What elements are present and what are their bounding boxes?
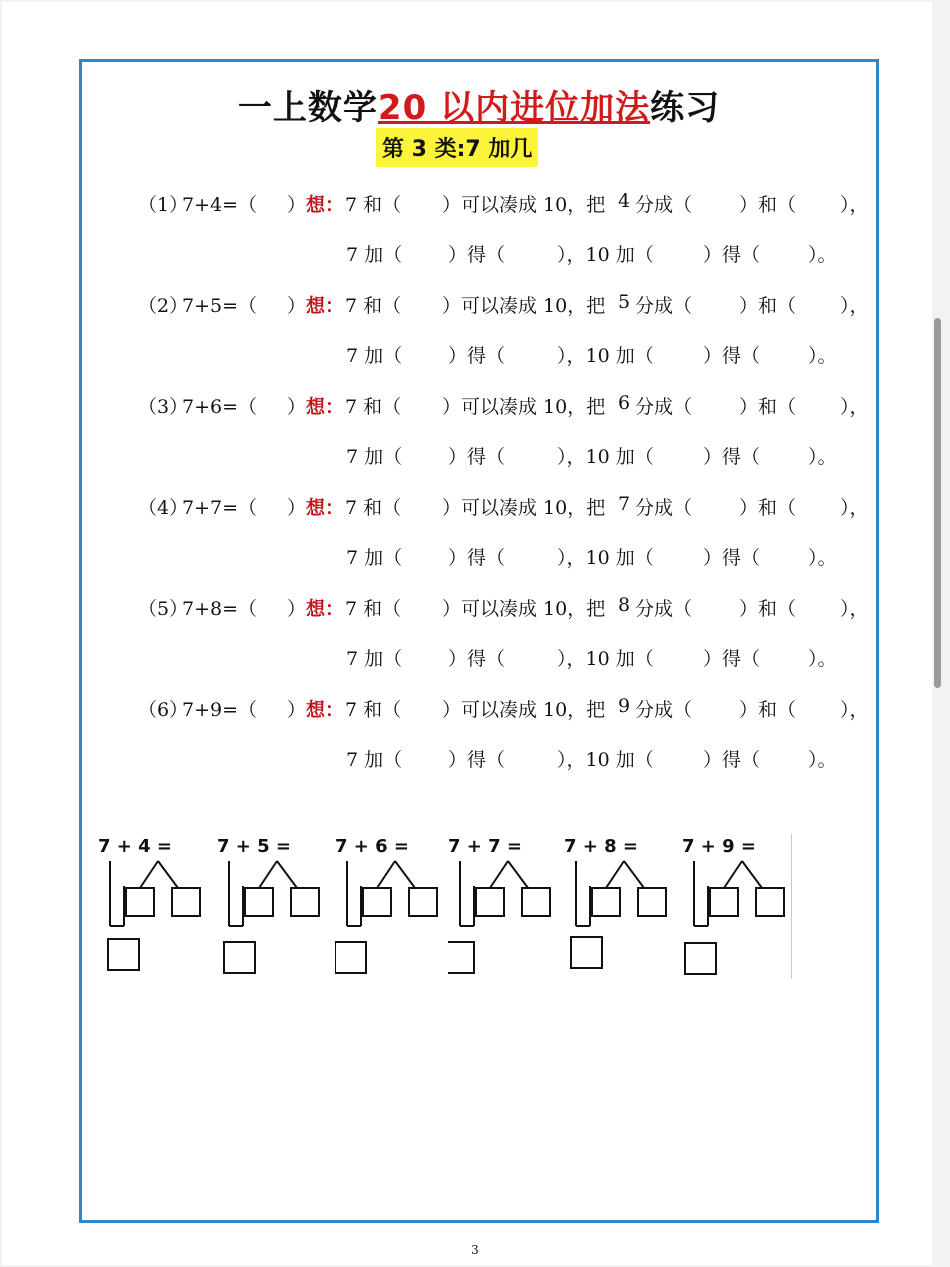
think-text: ）和（ <box>739 295 797 317</box>
exercise-index: （4） <box>138 497 189 519</box>
exercise-line <box>2 291 932 317</box>
think-text: ）和（ <box>739 194 797 216</box>
split-diagram <box>564 836 674 986</box>
think-label: 想： <box>306 295 345 317</box>
split-branch-line <box>606 861 624 888</box>
think-label: 想： <box>306 396 345 418</box>
split-number: 7 <box>618 493 631 515</box>
small-answer-box <box>126 888 154 916</box>
think-text: ），10 加（ <box>557 446 654 468</box>
think-text: 7 和（ <box>345 699 402 721</box>
think-text: ），10 加（ <box>557 547 654 569</box>
think-label: 想： <box>306 699 345 721</box>
think-text: 分成（ <box>635 396 693 418</box>
exercise-line-2 <box>2 240 932 266</box>
diagram-equation: 7 + 8 = <box>564 836 639 857</box>
exercise-line <box>2 493 932 519</box>
think-text: ）。 <box>808 446 837 468</box>
think-text: ）。 <box>808 547 837 569</box>
think-text: ）可以凑成 10，把 <box>442 194 606 216</box>
result-box <box>335 942 366 973</box>
think-text: ）。 <box>808 648 837 670</box>
exercise-line-2 <box>2 543 932 569</box>
think-text: ）， <box>840 295 869 317</box>
split-number: 5 <box>618 291 631 313</box>
result-box <box>571 937 602 968</box>
exercise-line-2 <box>2 442 932 468</box>
think-text: 7 加（ <box>346 446 403 468</box>
exercise-line-2 <box>2 341 932 367</box>
diagram-equation: 7 + 5 = <box>217 836 292 857</box>
split-branch-line <box>624 861 644 888</box>
split-branch-line <box>742 861 762 888</box>
result-box <box>685 943 716 974</box>
think-text: ）可以凑成 10，把 <box>442 699 606 721</box>
split-number: 9 <box>618 695 631 717</box>
split-branch-line <box>724 861 742 888</box>
small-answer-box <box>363 888 391 916</box>
think-text: ），10 加（ <box>557 244 654 266</box>
think-label: 想： <box>306 194 345 216</box>
think-text: ）， <box>840 396 869 418</box>
think-text: ）得（ <box>448 749 506 771</box>
exercise-line-2 <box>2 745 932 771</box>
split-branch-line <box>140 861 158 888</box>
small-answer-box <box>710 888 738 916</box>
think-text: ）， <box>840 497 869 519</box>
think-text: 7 加（ <box>346 244 403 266</box>
scrollbar[interactable] <box>934 318 941 688</box>
think-text: 分成（ <box>635 497 693 519</box>
exercise-line <box>2 695 932 721</box>
divider-line <box>791 834 792 979</box>
split-diagram-graphic <box>217 836 327 986</box>
split-diagram-graphic <box>335 836 445 986</box>
exercise-index: （2） <box>138 295 189 317</box>
small-answer-box <box>172 888 200 916</box>
paren-close: ） <box>287 194 307 216</box>
title-highlight: 20 以内进位加法 <box>377 88 651 128</box>
paren-close: ） <box>287 295 307 317</box>
exercise-expression: 7+9=（ <box>182 699 258 721</box>
split-number: 4 <box>618 190 631 212</box>
paren-close: ） <box>287 699 307 721</box>
exercise-line <box>2 190 932 216</box>
think-text: 7 和（ <box>345 396 402 418</box>
worksheet-page <box>2 2 932 1265</box>
section-subtitle: 第 3 类:7 加几 <box>376 128 538 167</box>
small-answer-box <box>291 888 319 916</box>
think-text: ）可以凑成 10，把 <box>442 295 606 317</box>
split-branch-line <box>490 861 508 888</box>
paren-close: ） <box>287 598 307 620</box>
think-text: 分成（ <box>635 598 693 620</box>
result-box <box>448 942 474 973</box>
paren-close: ） <box>287 497 307 519</box>
think-text: ）得（ <box>448 648 506 670</box>
think-text: ）得（ <box>703 547 761 569</box>
exercise-expression: 7+6=（ <box>182 396 258 418</box>
diagram-equation: 7 + 6 = <box>335 836 410 857</box>
think-text: 7 和（ <box>345 295 402 317</box>
split-diagram <box>335 836 445 986</box>
think-text: ）得（ <box>448 446 506 468</box>
think-text: ）可以凑成 10，把 <box>442 598 606 620</box>
think-text: ）得（ <box>448 345 506 367</box>
think-text: ）得（ <box>703 749 761 771</box>
think-text: ）。 <box>808 749 837 771</box>
think-text: ）得（ <box>703 244 761 266</box>
small-answer-box <box>756 888 784 916</box>
diagram-equation: 7 + 7 = <box>448 836 523 857</box>
think-text: 7 加（ <box>346 648 403 670</box>
split-diagram <box>682 836 792 986</box>
exercise-index: （6） <box>138 699 189 721</box>
think-text: ）得（ <box>703 446 761 468</box>
think-text: ）， <box>840 194 869 216</box>
think-text: 7 和（ <box>345 497 402 519</box>
think-text: 分成（ <box>635 194 693 216</box>
split-diagram-graphic <box>682 836 792 986</box>
think-text: ）得（ <box>448 244 506 266</box>
small-answer-box <box>592 888 620 916</box>
split-branch-line <box>377 861 395 888</box>
think-text: ）和（ <box>739 699 797 721</box>
exercise-line <box>2 594 932 620</box>
think-text: ）。 <box>808 244 837 266</box>
think-label: 想： <box>306 497 345 519</box>
think-text: ）得（ <box>703 345 761 367</box>
small-answer-box <box>476 888 504 916</box>
think-text: ），10 加（ <box>557 749 654 771</box>
paren-close: ） <box>287 396 307 418</box>
think-text: ）可以凑成 10，把 <box>442 497 606 519</box>
split-branch-line <box>395 861 415 888</box>
small-answer-box <box>638 888 666 916</box>
title-part1: 一上数学 <box>237 88 378 128</box>
think-text: 7 加（ <box>346 345 403 367</box>
think-text: ）得（ <box>703 648 761 670</box>
result-box <box>224 942 255 973</box>
exercise-index: （3） <box>138 396 189 418</box>
think-text: 7 加（ <box>346 749 403 771</box>
think-text: ），10 加（ <box>557 345 654 367</box>
think-text: ），10 加（ <box>557 648 654 670</box>
split-number: 6 <box>618 392 631 414</box>
page-frame <box>79 59 879 1223</box>
exercise-expression: 7+8=（ <box>182 598 258 620</box>
split-diagram <box>448 836 558 986</box>
split-branch-line <box>158 861 178 888</box>
think-text: 7 加（ <box>346 547 403 569</box>
diagram-equation: 7 + 4 = <box>98 836 173 857</box>
exercise-index: （1） <box>138 194 189 216</box>
result-box <box>108 939 139 970</box>
think-text: 分成（ <box>635 295 693 317</box>
split-branch-line <box>259 861 277 888</box>
page-title <box>82 80 876 129</box>
think-text: ）可以凑成 10，把 <box>442 396 606 418</box>
split-diagram <box>98 836 208 986</box>
think-text: ）和（ <box>739 497 797 519</box>
think-text: 7 和（ <box>345 194 402 216</box>
think-text: ）得（ <box>448 547 506 569</box>
think-text: ）和（ <box>739 598 797 620</box>
exercise-expression: 7+5=（ <box>182 295 258 317</box>
think-text: ）， <box>840 598 869 620</box>
exercise-line <box>2 392 932 418</box>
think-text: ）和（ <box>739 396 797 418</box>
think-text: 分成（ <box>635 699 693 721</box>
exercise-index: （5） <box>138 598 189 620</box>
split-diagram-graphic <box>448 836 558 986</box>
exercise-expression: 7+4=（ <box>182 194 258 216</box>
split-diagram-graphic <box>98 836 208 986</box>
diagram-equation: 7 + 9 = <box>682 836 757 857</box>
split-number: 8 <box>618 594 631 616</box>
page-number: 3 <box>471 1243 479 1257</box>
split-branch-line <box>277 861 297 888</box>
think-text: ）。 <box>808 345 837 367</box>
small-answer-box <box>245 888 273 916</box>
think-text: ）， <box>840 699 869 721</box>
small-answer-box <box>522 888 550 916</box>
title-part3: 练习 <box>650 88 721 128</box>
think-text: 7 和（ <box>345 598 402 620</box>
exercise-expression: 7+7=（ <box>182 497 258 519</box>
split-diagram <box>217 836 327 986</box>
think-label: 想： <box>306 598 345 620</box>
small-answer-box <box>409 888 437 916</box>
split-diagram-graphic <box>564 836 674 986</box>
split-branch-line <box>508 861 528 888</box>
exercise-line-2 <box>2 644 932 670</box>
